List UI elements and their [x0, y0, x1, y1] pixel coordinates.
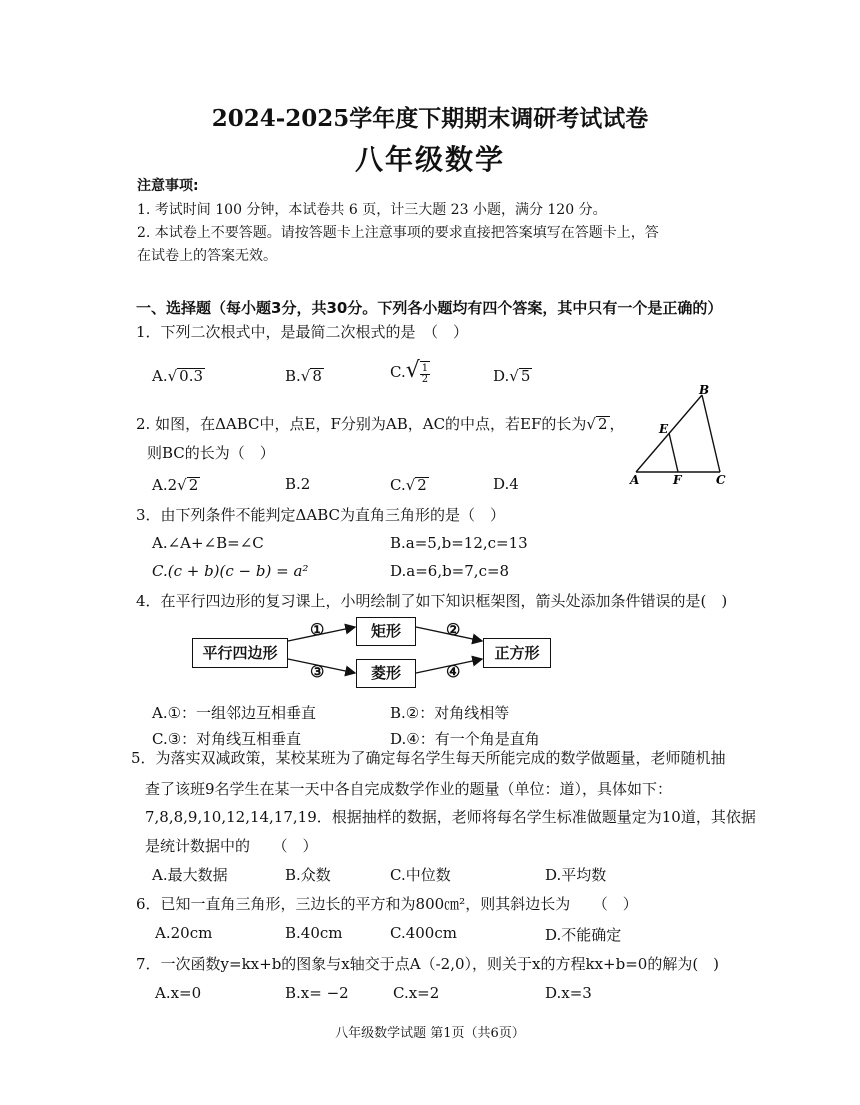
- page-footer: 八年级数学试题 第1页（共6页）: [335, 1026, 525, 1041]
- note-line-2: 2. 本试卷上不要答题。请按答题卡上注意事项的要求直接把答案填写在答题卡上，答: [137, 225, 659, 241]
- label-a: A: [630, 473, 640, 487]
- q2-option-d: D.4: [493, 475, 519, 493]
- q7-option-b: B.x= −2: [285, 984, 349, 1002]
- q3-stem: 3．由下列条件不能判定ΔABC为直角三角形的是（ ）: [136, 506, 505, 524]
- q4-stem: 4．在平行四边形的复习课上，小明绘制了如下知识框架图，箭头处添加条件错误的是( ): [136, 592, 728, 610]
- label-e: E: [659, 422, 669, 436]
- marker-3: ③: [310, 662, 325, 681]
- q6-stem: 6．已知一直角三角形，三边长的平方和为800㎝²，则其斜边长为 （ ）: [136, 895, 638, 913]
- parallelogram-box: 平行四边形: [192, 638, 288, 668]
- q7-option-d: D.x=3: [545, 984, 592, 1002]
- note-line-3: 在试卷上的答案无效。: [137, 248, 277, 264]
- q6-option-c: C.400cm: [390, 924, 457, 942]
- rectangle-box: 矩形: [356, 617, 416, 646]
- q2-stem-line-1: 2. 如图，在ΔABC中，点E，F分别为AB，AC的中点，若EF的长为√ 2 ，: [136, 415, 625, 433]
- q1-option-c: C.√ $\frac{1}{2}$: [390, 358, 429, 385]
- label-c: C: [716, 473, 726, 487]
- q1-option-a: A.√ 0.3: [152, 367, 204, 385]
- marker-2: ②: [446, 620, 461, 639]
- q2-option-b: B.2: [285, 475, 311, 493]
- q4-option-c: C.③：对角线互相垂直: [152, 730, 302, 748]
- label-f: F: [673, 473, 682, 487]
- label-b: B: [699, 383, 710, 397]
- q6-option-a: A.20cm: [155, 924, 213, 942]
- q4-option-b: B.②：对角线相等: [390, 704, 510, 722]
- q6-option-b: B.40cm: [285, 924, 343, 942]
- q3-option-c: C.(c + b)(c − b) = a²: [152, 562, 309, 580]
- square-box: 正方形: [483, 638, 551, 668]
- q2-option-a: A.2√ 2: [152, 476, 199, 494]
- q7-option-a: A.x=0: [155, 984, 202, 1002]
- q5-line-3: 7,8,8,9,10,12,14,17,19．根据抽样的数据，老师将每名学生标准做题量定为10道，其依据: [145, 808, 756, 826]
- q1-option-b: B.√ 8: [285, 367, 322, 385]
- q5-option-b: B.众数: [285, 866, 331, 884]
- q1-stem: 1．下列二次根式中，是最简二次根式的是 （ ）: [136, 323, 469, 341]
- q5-line-4: 是统计数据中的 （ ）: [145, 837, 318, 855]
- q7-stem: 7．一次函数y=kx+b的图象与x轴交于点A（-2,0），则关于x的方程kx+b=0的解为( ): [136, 955, 720, 973]
- q4-option-d: D.④：有一个角是直角: [390, 730, 540, 748]
- rhombus-box: 菱形: [356, 659, 416, 688]
- q2-option-c: C.√ 2: [390, 476, 427, 494]
- marker-1: ①: [310, 620, 325, 639]
- section-1-heading: 一、选择题（每小题3分，共30分。下列各小题均有四个答案，其中只有一个是正确的）: [136, 299, 723, 317]
- exam-title: 2024-2025学年度下期期末调研考试试卷: [211, 105, 649, 132]
- q5-option-c: C.中位数: [390, 866, 451, 884]
- subject-title: 八年级数学: [354, 143, 505, 176]
- q5-line-1: 5．为落实双减政策，某校某班为了确定每名学生每天所能完成的数学做题量，老师随机抽: [131, 749, 726, 767]
- q5-option-a: A.最大数据: [152, 866, 228, 884]
- q7-option-c: C.x=2: [393, 984, 440, 1002]
- q1-option-d: D.√ 5: [493, 367, 531, 385]
- q4-option-a: A.①：一组邻边互相垂直: [152, 704, 317, 722]
- q3-option-d: D.a=6,b=7,c=8: [390, 562, 510, 580]
- q3-option-a: A.∠A+∠B=∠C: [152, 534, 264, 552]
- note-line-1: 1. 考试时间 100 分钟，本试卷共 6 页，计三大题 23 小题，满分 120 分。: [137, 202, 607, 218]
- q6-option-d: D.不能确定: [545, 926, 622, 944]
- q2-stem-line-2: 则BC的长为（ ）: [147, 444, 275, 462]
- q5-line-2: 查了该班9名学生在某一天中各自完成数学作业的题量（单位：道），具体如下：: [145, 780, 673, 798]
- q3-option-b: B.a=5,b=12,c=13: [390, 534, 528, 552]
- marker-4: ④: [446, 662, 461, 681]
- q5-option-d: D.平均数: [545, 866, 607, 884]
- triangle-figure: [626, 383, 736, 488]
- notes-heading: 注意事项:: [137, 178, 199, 194]
